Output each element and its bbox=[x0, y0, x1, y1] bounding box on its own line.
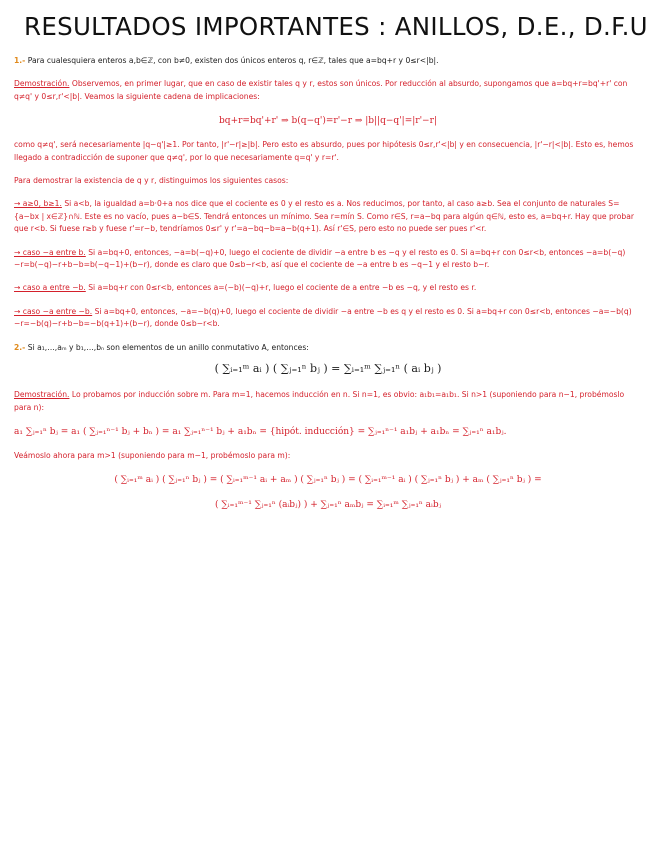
case-2 bbox=[14, 247, 642, 272]
proof-2-heading: Demostración. bbox=[14, 390, 70, 400]
proof-2-intro: Lo probamos por inducción sobre m. Para m=1, hacemos inducción en n. Si n=1, es obvio: a₁b₁=a₁b₁. Si n>1 (suponiendo para n−1, probémoslo para n): bbox=[14, 390, 625, 412]
case-1 bbox=[14, 198, 642, 235]
case-1-label: → a≥0, b≥1. bbox=[14, 199, 62, 209]
result-2 bbox=[14, 342, 642, 378]
proof-1-intro: Observemos, en primer lugar, que en caso de existir tales q y r, estos son únicos. Por reducción al absurdo, supongamos que a=bq+r=bq'+r' con q≠q' y 0≤r,r'<|b|. Veamos la siguiente cadena de implicaciones: bbox=[14, 79, 628, 101]
result-1-statement: Para cualesquiera enteros a,b∈ℤ, con b≠0, existen dos únicos enteros q, r∈ℤ, tales que a=bq+r y 0≤r<|b|. bbox=[27, 56, 439, 65]
case-4 bbox=[14, 306, 642, 331]
proof-1-existence-intro: Para demostrar la existencia de q y r, distinguimos los siguientes casos: bbox=[14, 176, 289, 186]
proof-2-intro-block bbox=[14, 389, 642, 414]
result-1 bbox=[14, 55, 642, 67]
case-4-text: Si a=bq+0, entonces, −a=−b(q)+0, luego el cociente de dividir −a entre −b es q y el resto es 0. Si a=bq+r con 0≤r<b, entonces −a=−b(q)−r=−b(q)−r+b−b=−b(q+1)+(b−r), donde 0≤b−r<b. bbox=[14, 306, 632, 329]
proof-1-uniqueness bbox=[14, 78, 642, 103]
result-2-formula: ( ∑ᵢ₌₁ᵐ aᵢ ) ( ∑ⱼ₌₁ⁿ bⱼ ) = ∑ᵢ₌₁ᵐ ∑ⱼ₌₁ⁿ ( aᵢ bⱼ ) bbox=[214, 362, 442, 376]
proof-1-conclusion: como q≠q', será necesariamente |q−q'|≥1. Por tanto, |r'−r|≥|b|. Pero esto es absurdo, pues por hipótesis 0≤r,r'<|b| y en consecuencia, |r'−r|<|b|. Esto es, hemos llegado a contradicción de suponer que q≠q', por lo que necesariamente q=q' y r=r'. bbox=[14, 140, 634, 162]
case-2-label: → caso −a entre b. bbox=[14, 247, 86, 257]
case-3-label: → caso a entre −b. bbox=[14, 283, 86, 293]
case-3 bbox=[14, 282, 642, 294]
result-2-statement: Si a₁,…,aₘ y b₁,…,bₙ son elementos de un anillo conmutativo A, entonces: bbox=[27, 342, 309, 352]
proof-2-eq-1: a₁ ∑ⱼ₌₁ⁿ bⱼ = a₁ ( ∑ⱼ₌₁ⁿ⁻¹ bⱼ + bₙ ) = a₁ ∑ⱼ₌₁ⁿ⁻¹ bⱼ + a₁bₙ = {hipót. inducción} = ∑ⱼ₌₁ⁿ⁻¹ a₁bⱼ + a₁bₙ = ∑ⱼ₌₁ⁿ a₁bⱼ. bbox=[14, 426, 507, 437]
proof-2-step: Veámoslo ahora para m>1 (suponiendo para m−1, probémoslo para m): bbox=[14, 450, 291, 460]
proof-2-eq-2: ( ∑ᵢ₌₁ᵐ aᵢ ) ( ∑ⱼ₌₁ⁿ bⱼ ) = ( ∑ᵢ₌₁ᵐ⁻¹ aᵢ + aₘ ) ( ∑ⱼ₌₁ⁿ bⱼ ) = ( ∑ᵢ₌₁ᵐ⁻¹ aᵢ ) ( ∑ⱼ₌₁ⁿ bⱼ ) + aₘ ( ∑ⱼ₌₁ⁿ bⱼ ) = bbox=[114, 475, 542, 486]
case-1-text: Si a<b, la igualdad a=b·0+a nos dice que el cociente es 0 y el resto es a. Nos reducimos, por tanto, al caso a≥b. Sea el conjunto de naturales S={a−bx | x∈ℤ}∩ℕ. Este es no vacío, pues a−b∈S. Tendrá entonces un mínimo. Sea r=mín S. Como r∈S, r=a−bq para algún q∈ℕ, esto es, a=bq+r. Hay que probar que r<b. Si fuese r≥b y fuese r'=r−b, tendríamos 0≤r' y r'=a−bq−b=a−b(q+1). Así r'∈S, pero esto no puede ser pues r'<r. bbox=[14, 199, 635, 234]
proof-1-chain: bq+r=bq'+r' ⇒ b(q−q')=r'−r ⇒ |b||q−q'|=|r'−r| bbox=[219, 116, 437, 127]
case-4-label: → caso −a entre −b. bbox=[14, 306, 93, 316]
case-3-text: Si a=bq+r con 0≤r<b, entonces a=(−b)(−q)+r, luego el cociente de a entre −b es −q, y el resto es r. bbox=[88, 283, 477, 293]
case-2-text: Si a=bq+0, entonces, −a=b(−q)+0, luego el cociente de dividir −a entre b es −q y el resto es 0. Si a=bq+r con 0≤r<b, entonces −a=b(−q)−r=b(−q)−r+b−b=b(−q−1)+(b−r), donde es claro que 0≤b−r<b, así que el cociente de −a entre b es −q−1 y el resto b−r. bbox=[14, 247, 626, 270]
page-title: RESULTADOS IMPORTANTES : ANILLOS, D.E., D.F.U bbox=[24, 12, 648, 41]
proof-2-eq-3: ( ∑ᵢ₌₁ᵐ⁻¹ ∑ⱼ₌₁ⁿ (aᵢbⱼ) ) + ∑ⱼ₌₁ⁿ aₘbⱼ = ∑ᵢ₌₁ᵐ ∑ⱼ₌₁ⁿ aᵢbⱼ bbox=[215, 500, 441, 511]
result-2-number: 2.- bbox=[14, 342, 26, 352]
result-1-number: 1.- bbox=[14, 56, 26, 65]
proof-1-heading: Demostración. bbox=[14, 79, 70, 89]
